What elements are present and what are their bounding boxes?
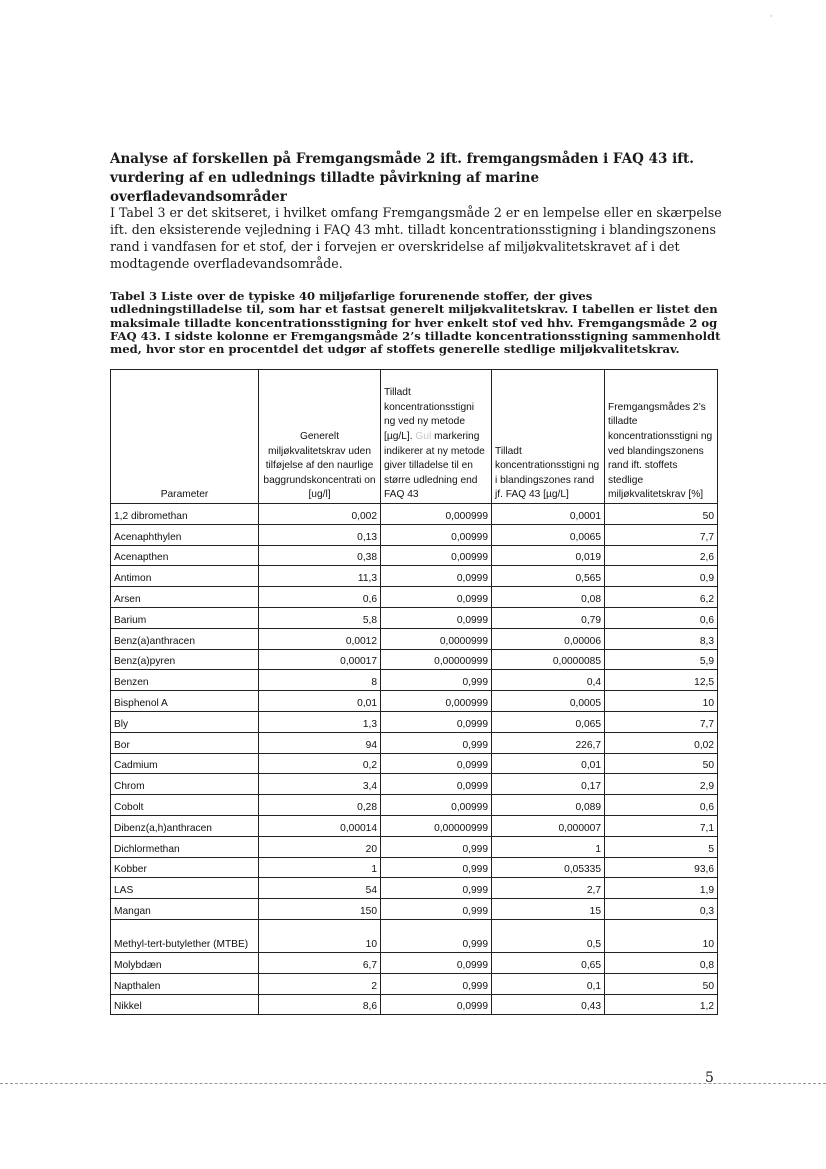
cell-ny-metode: 0,999 [381, 836, 492, 857]
cell-percent: 7,1 [605, 815, 718, 836]
cell-faq43: 0,019 [492, 545, 605, 566]
cell-percent: 5,9 [605, 649, 718, 670]
cell-faq43: 1 [492, 836, 605, 857]
table-row [111, 649, 718, 670]
table-row [111, 836, 718, 857]
table-caption: Tabel 3 Liste over de typiske 40 miljøfarlige forurenende stoffer, der gives udledningstilladelse til, som har et fastsat generelt miljøkvalitetskrav. I tabellen er listet den maksimale tilladte koncentrationsstigning for hver enkelt stof ved hhv. Fremgangsmåde 2 og FAQ 43. I sidste kolonne er Fremgangsmåde 2’s tilladte koncentrationsstigning sammenholdt med, hvor stor en procentdel det udgør af stoffets generelle stedlige miljøkvalitetskrav. [110, 289, 721, 357]
cell-faq43: 0,05335 [492, 857, 605, 878]
cell-ny-metode: 0,0999 [381, 607, 492, 628]
scan-mark: · [770, 12, 773, 21]
cell-percent: 2,9 [605, 774, 718, 795]
cell-generelt-krav: 0,0012 [259, 628, 381, 649]
cell-ny-metode: 0,00999 [381, 795, 492, 816]
cell-generelt-krav: 0,38 [259, 545, 381, 566]
table-row [111, 670, 718, 691]
cell-faq43: 0,08 [492, 587, 605, 608]
cell-generelt-krav: 11,3 [259, 566, 381, 587]
cell-ny-metode: 0,999 [381, 670, 492, 691]
cell-faq43: 0,0005 [492, 691, 605, 712]
cell-generelt-krav: 0,002 [259, 504, 381, 525]
cell-faq43: 0,5 [492, 919, 605, 952]
table-row [111, 857, 718, 878]
cell-faq43: 0,065 [492, 711, 605, 732]
cell-percent: 1,2 [605, 994, 718, 1015]
cell-percent: 5 [605, 836, 718, 857]
cell-ny-metode: 0,999 [381, 857, 492, 878]
table-row [111, 732, 718, 753]
cell-parameter: Cobolt [111, 795, 259, 816]
cell-parameter: Bly [111, 711, 259, 732]
cell-percent: 93,6 [605, 857, 718, 878]
cell-generelt-krav: 0,00014 [259, 815, 381, 836]
table-row [111, 711, 718, 732]
table-row [111, 774, 718, 795]
cell-percent: 0,9 [605, 566, 718, 587]
cell-parameter: Bisphenol A [111, 691, 259, 712]
cell-generelt-krav: 0,13 [259, 524, 381, 545]
cell-faq43: 0,79 [492, 607, 605, 628]
cell-parameter: Napthalen [111, 973, 259, 994]
cell-parameter: Nikkel [111, 994, 259, 1015]
table-row [111, 919, 718, 952]
header-ny-metode-rest: markering indikerer at ny metode giver tilladelse til en større udledning end FAQ 43 [384, 431, 485, 501]
page-number: 5 [705, 1070, 714, 1086]
cell-generelt-krav: 8,6 [259, 994, 381, 1015]
cell-parameter: Acenaphthylen [111, 524, 259, 545]
cell-percent: 50 [605, 504, 718, 525]
table-row [111, 691, 718, 712]
cell-ny-metode: 0,0999 [381, 753, 492, 774]
cell-generelt-krav: 0,01 [259, 691, 381, 712]
cell-faq43: 0,0001 [492, 504, 605, 525]
cell-ny-metode: 0,000999 [381, 691, 492, 712]
cell-parameter: Benzen [111, 670, 259, 691]
cell-faq43: 2,7 [492, 878, 605, 899]
cell-percent: 0,6 [605, 795, 718, 816]
cell-generelt-krav: 94 [259, 732, 381, 753]
table-row [111, 899, 718, 920]
table-row [111, 628, 718, 649]
cell-faq43: 0,65 [492, 952, 605, 973]
cell-parameter: Acenapthen [111, 545, 259, 566]
cell-generelt-krav: 1 [259, 857, 381, 878]
table-row [111, 795, 718, 816]
cell-generelt-krav: 0,00017 [259, 649, 381, 670]
cell-ny-metode: 0,00000999 [381, 649, 492, 670]
cell-faq43: 0,17 [492, 774, 605, 795]
cell-percent: 12,5 [605, 670, 718, 691]
cell-generelt-krav: 10 [259, 919, 381, 952]
table-row [111, 524, 718, 545]
cell-generelt-krav: 6,7 [259, 952, 381, 973]
cell-parameter: 1,2 dibromethan [111, 504, 259, 525]
cell-generelt-krav: 1,3 [259, 711, 381, 732]
cell-parameter: Dibenz(a,h)anthracen [111, 815, 259, 836]
cell-generelt-krav: 150 [259, 899, 381, 920]
cell-faq43: 0,565 [492, 566, 605, 587]
cell-faq43: 0,00006 [492, 628, 605, 649]
table-row [111, 566, 718, 587]
cell-parameter: Kobber [111, 857, 259, 878]
cell-generelt-krav: 5,8 [259, 607, 381, 628]
cell-faq43: 226,7 [492, 732, 605, 753]
cell-parameter: Benz(a)pyren [111, 649, 259, 670]
pollutant-table [110, 369, 718, 1015]
table-row [111, 587, 718, 608]
cell-parameter: LAS [111, 878, 259, 899]
cell-parameter: Arsen [111, 587, 259, 608]
cell-faq43: 0,1 [492, 973, 605, 994]
cell-ny-metode: 0,0999 [381, 994, 492, 1015]
table-row [111, 994, 718, 1015]
table-row [111, 545, 718, 566]
cell-percent: 10 [605, 691, 718, 712]
header-percent: Fremgangsmådes 2’s tilladte koncentrationsstigni ng ved blandingszonens rand ift. stoffets stedlige miljøkvalitetskrav [%] [605, 370, 718, 504]
cell-parameter: Methyl-tert-butylether (MTBE) [111, 919, 259, 952]
cell-generelt-krav: 0,6 [259, 587, 381, 608]
cell-generelt-krav: 3,4 [259, 774, 381, 795]
section-heading: Analyse af forskellen på Fremgangsmåde 2 ift. fremgangsmåden i FAQ 43 ift. vurdering af en udlednings tilladte påvirkning af marine overfladevandsområder [110, 151, 694, 205]
cell-parameter: Dichlormethan [111, 836, 259, 857]
cell-ny-metode: 0,0999 [381, 952, 492, 973]
table-row [111, 753, 718, 774]
cell-ny-metode: 0,0000999 [381, 628, 492, 649]
cell-ny-metode: 0,999 [381, 732, 492, 753]
cell-generelt-krav: 0,2 [259, 753, 381, 774]
cell-ny-metode: 0,999 [381, 973, 492, 994]
cell-faq43: 0,4 [492, 670, 605, 691]
cell-faq43: 0,43 [492, 994, 605, 1015]
header-ny-metode [381, 370, 492, 504]
cell-percent: 1,9 [605, 878, 718, 899]
cell-faq43: 0,089 [492, 795, 605, 816]
header-faq43: Tilladt koncentrationsstigni ng i blandingszones rand jf. FAQ 43 [µg/L] [492, 370, 605, 504]
cell-ny-metode: 0,000999 [381, 504, 492, 525]
cell-ny-metode: 0,00000999 [381, 815, 492, 836]
cell-faq43: 0,000007 [492, 815, 605, 836]
table-row [111, 878, 718, 899]
cell-ny-metode: 0,999 [381, 899, 492, 920]
cell-parameter: Bor [111, 732, 259, 753]
cell-percent: 0,6 [605, 607, 718, 628]
cell-ny-metode: 0,00999 [381, 524, 492, 545]
cell-percent: 0,02 [605, 732, 718, 753]
header-generelt-krav: Generelt miljøkvalitetskrav uden tilføjelse af den naurlige baggrundskoncentrati on [ug/l] [259, 370, 381, 504]
cell-parameter: Molybdæn [111, 952, 259, 973]
cell-percent: 7,7 [605, 711, 718, 732]
cell-percent: 0,3 [605, 899, 718, 920]
cell-faq43: 0,01 [492, 753, 605, 774]
cell-ny-metode: 0,0999 [381, 711, 492, 732]
cell-ny-metode: 0,00999 [381, 545, 492, 566]
table-row [111, 504, 718, 525]
cell-parameter: Barium [111, 607, 259, 628]
cell-parameter: Antimon [111, 566, 259, 587]
cell-ny-metode: 0,0999 [381, 566, 492, 587]
cell-ny-metode: 0,999 [381, 878, 492, 899]
cell-percent: 0,8 [605, 952, 718, 973]
cell-generelt-krav: 54 [259, 878, 381, 899]
footer-divider [0, 1083, 826, 1085]
table-row [111, 973, 718, 994]
intro-paragraph: I Tabel 3 er det skitseret, i hvilket omfang Fremgangsmåde 2 er en lempelse eller en skærpelse ift. den eksisterende vejledning i FAQ 43 mht. tilladt koncentrationsstigning i blandingszonens rand i vandfasen for et stof, der i forvejen er overskridelse af miljøkvalitetskravet af i det modtagende overfladevandsområde. [110, 205, 722, 271]
cell-generelt-krav: 0,28 [259, 795, 381, 816]
cell-parameter: Benz(a)anthracen [111, 628, 259, 649]
table-body [111, 504, 718, 1015]
header-gul-text: Gul [415, 431, 432, 443]
table-row [111, 815, 718, 836]
cell-percent: 10 [605, 919, 718, 952]
header-ny-metode-text: Tilladt koncentrationsstigni ng ved ny metode [µg/L]. [384, 387, 475, 443]
cell-percent: 2,6 [605, 545, 718, 566]
cell-percent: 7,7 [605, 524, 718, 545]
table-header-row [111, 370, 718, 504]
cell-ny-metode: 0,0999 [381, 774, 492, 795]
cell-generelt-krav: 20 [259, 836, 381, 857]
cell-percent: 50 [605, 973, 718, 994]
cell-ny-metode: 0,999 [381, 919, 492, 952]
cell-faq43: 0,0065 [492, 524, 605, 545]
cell-ny-metode: 0,0999 [381, 587, 492, 608]
cell-generelt-krav: 8 [259, 670, 381, 691]
cell-parameter: Mangan [111, 899, 259, 920]
cell-faq43: 15 [492, 899, 605, 920]
cell-faq43: 0,0000085 [492, 649, 605, 670]
cell-percent: 8,3 [605, 628, 718, 649]
table-row [111, 952, 718, 973]
cell-percent: 6,2 [605, 587, 718, 608]
cell-parameter: Cadmium [111, 753, 259, 774]
cell-parameter: Chrom [111, 774, 259, 795]
cell-generelt-krav: 2 [259, 973, 381, 994]
header-parameter: Parameter [111, 370, 259, 504]
cell-percent: 50 [605, 753, 718, 774]
table-row [111, 607, 718, 628]
